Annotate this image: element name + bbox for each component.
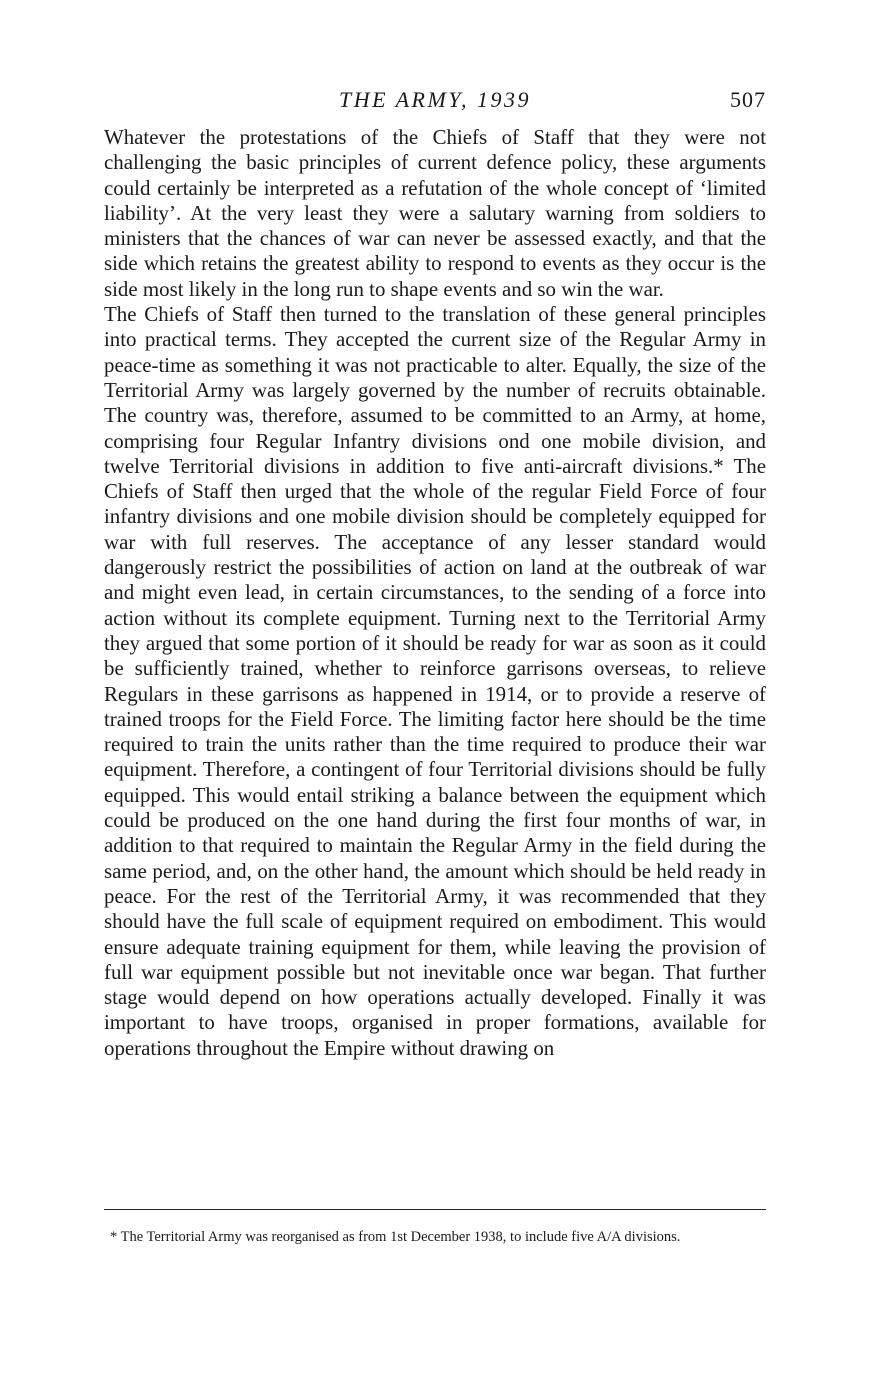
paragraph-1: Whatever the protestations of the Chiefs of Staff that they were not challenging the basic principles of current defence policy, these arguments could certainly be interpreted as a refutation of the whole concept of ‘limited liability’. At the very least they were a salutary warning from soldiers to ministers that the chances of war can never be assessed exactly, and that the side which retains the greatest ability to respond to events as they occur is the side most likely in the long run to shape events and so win the war.: [104, 125, 766, 301]
running-head: [104, 87, 766, 117]
running-title: THE ARMY, 1939: [338, 87, 532, 112]
footnote-marker: *: [110, 1229, 118, 1245]
footnote-text: The Territorial Army was reorganised as from 1st December 1938, to include five A/A divisions.: [120, 1229, 681, 1245]
body-text: [104, 125, 766, 1061]
footnote: [104, 1229, 766, 1246]
paragraph-2: The Chiefs of Staff then turned to the translation of these general principles into practical terms. They accepted the current size of the Regular Army in peace-time as something it was not practicable to alter. Equally, the size of the Territorial Army was largely governed by the number of recruits obtainable. The country was, therefore, assumed to be committed to an Army, at home, comprising four Regular Infantry divisions ond one mobile division, and twelve Territorial divisions in addition to five anti-aircraft divisions.* The Chiefs of Staff then urged that the whole of the regular Field Force of four infantry divisions and one mobile division should be completely equipped for war with full reserves. The acceptance of any lesser standard would dangerously restrict the possibilities of action on land at the outbreak of war and might even lead, in certain circumstances, to the sending of a force into action without its complete equipment. Turning next to the Territorial Army they argued that some portion of it should be ready for war as soon as it could be sufficiently trained, whether to reinforce garrisons overseas, to relieve Regulars in these garrisons as happened in 1914, or to provide a reserve of trained troops for the Field Force. The limiting factor here should be the time required to train the units rather than the time required to produce their war equipment. Therefore, a contingent of four Territorial divisions should be fully equipped. This would entail striking a balance between the equipment which could be produced on the one hand during the first four months of war, in addition to that required to maintain the Regular Army in the field during the same period, and, on the other hand, the amount which should be held ready in peace. For the rest of the Territorial Army, it was recommended that they should have the full scale of equipment required on embodiment. This would ensure adequate training equipment for them, while leaving the provision of full war equipment possible but not inevitable once war began. That further stage would depend on how operations actually developed. Finally it was important to have troops, organised in proper formations, available for operations throughout the Empire without drawing on: [104, 302, 766, 1060]
footnote-divider: [104, 1209, 766, 1210]
page-number: 507: [730, 87, 766, 112]
